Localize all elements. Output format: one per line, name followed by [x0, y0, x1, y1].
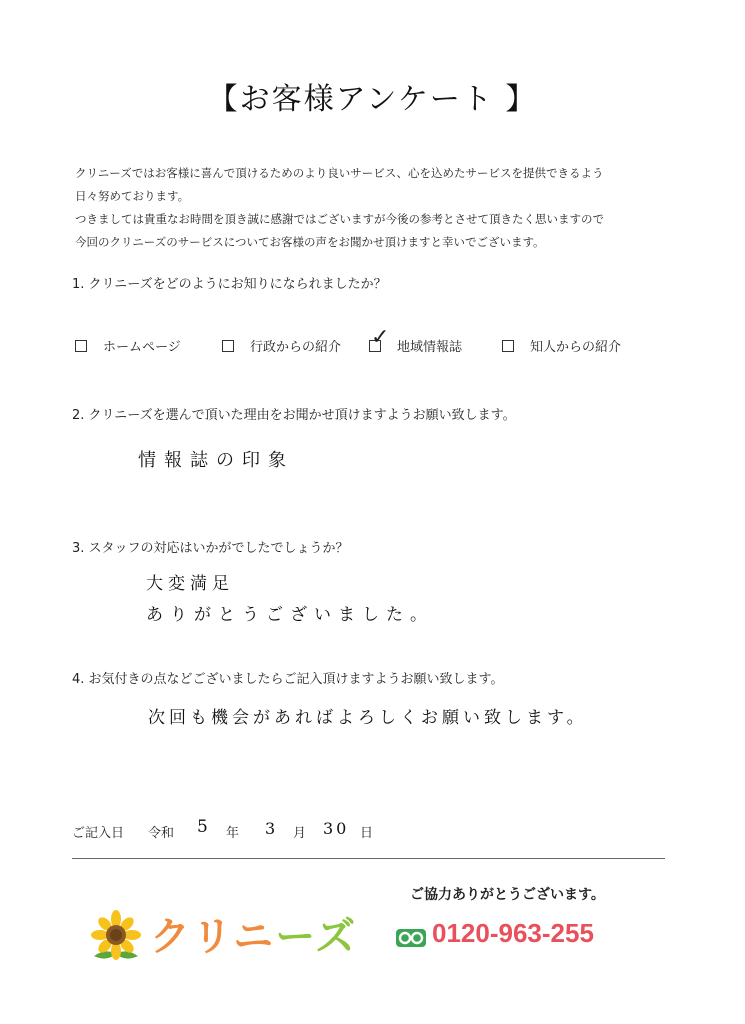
- free-dial-icon: [396, 929, 426, 947]
- option-government[interactable]: [222, 336, 341, 355]
- option-label: 知人からの紹介: [530, 340, 622, 355]
- option-local-magazine[interactable]: [369, 325, 463, 355]
- date-year-unit: 年: [226, 826, 240, 841]
- q3-handwritten-answer-line2: ありがとうございました。: [146, 605, 434, 625]
- date-day-unit: 日: [360, 826, 374, 841]
- check-mark-icon: ✓: [371, 325, 390, 350]
- option-label: 地域情報誌: [397, 340, 463, 355]
- checkbox[interactable]: [75, 340, 87, 352]
- date-label: ご記入日: [72, 826, 125, 841]
- option-label: 行政からの紹介: [250, 340, 342, 355]
- phone-number[interactable]: 0120-963-255: [432, 918, 594, 948]
- checkbox[interactable]: [222, 340, 234, 352]
- intro-text: [75, 162, 675, 254]
- date-day-value: 30: [323, 819, 350, 838]
- option-homepage[interactable]: [75, 336, 181, 355]
- q1-options: [72, 325, 672, 358]
- question-2: 2. クリニーズを選んで頂いた理由をお聞かせ頂けますようお願い致します。: [72, 408, 516, 423]
- date-year-value: 5: [197, 817, 213, 837]
- q2-handwritten-answer: 情報誌の印象: [138, 450, 294, 471]
- checkbox-checked[interactable]: [369, 325, 390, 352]
- date-era: 令和: [148, 826, 175, 841]
- intro-line: 今回のクリニーズのサービスについてお客様の声をお聞かせ頂けますと幸いでございます。: [75, 235, 545, 249]
- checkbox[interactable]: [502, 340, 514, 352]
- intro-line: クリニーズではお客様に喜んで頂けるためのより良いサービス、心を込めたサービスを提供できるよう: [75, 166, 604, 180]
- option-label: ホームページ: [103, 340, 181, 355]
- question-3: 3. スタッフの対応はいかがでしたでしょうか？: [72, 541, 349, 556]
- intro-line: つきましては貴重なお時間を頂き誠に感謝ではございますが今後の参考とさせて頂きたく思いますので: [75, 212, 604, 226]
- option-acquaintance[interactable]: [502, 336, 621, 355]
- question-1: 1. クリニーズをどのようにお知りになられましたか？: [72, 277, 387, 292]
- page-title: 【お客様アンケート 】: [207, 82, 538, 117]
- intro-line: 日々努めております。: [75, 189, 190, 203]
- question-4: 4. お気付きの点などございましたらご記入頂けますようお願い致します。: [72, 672, 504, 687]
- q3-handwritten-answer-line1: 大変満足: [146, 574, 234, 594]
- date-month-unit: 月: [293, 826, 307, 841]
- sunflower-icon: [86, 910, 146, 964]
- logo-wordmark: クリニーズ: [150, 905, 357, 962]
- date-month-value: 3: [265, 819, 281, 838]
- q4-handwritten-answer: 次回も機会があればよろしくお願い致します。: [148, 708, 588, 728]
- thanks-text: ご協力ありがとうございます。: [410, 887, 605, 903]
- divider: [72, 858, 665, 859]
